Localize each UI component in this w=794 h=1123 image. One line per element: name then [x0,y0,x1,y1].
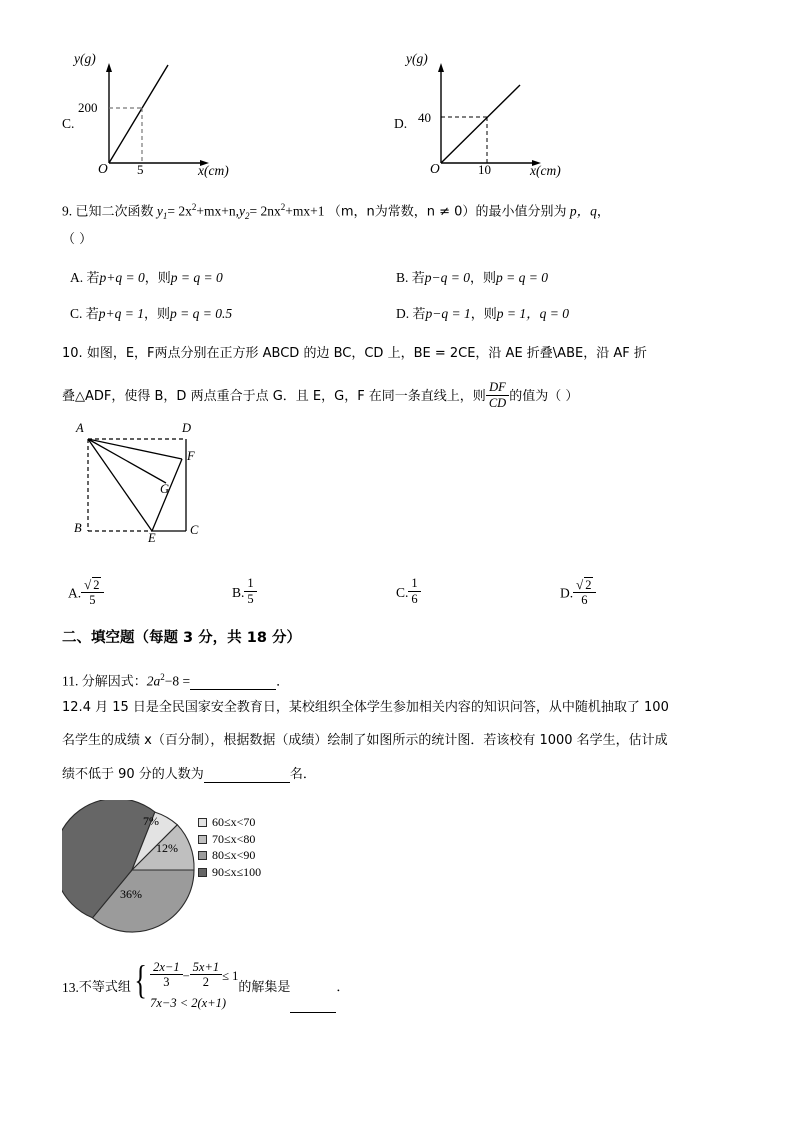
q9-option-a-letter: A. [70,270,84,285]
q10-ratio-numerator: DF [486,380,509,395]
option-d-x-tick-10: 10 [478,162,491,177]
question-9-stem [62,202,610,222]
q13-frac-2 [190,960,222,990]
q10-option-a-denominator: 5 [89,593,96,608]
q10-option-c[interactable] [396,578,421,608]
legend-swatch-60-70 [198,818,207,827]
section-2-heading: 二、填空题（每题 3 分，共 18 分） [62,630,301,646]
sqrt-icon: √ [576,577,584,593]
q10-label-A: A [76,421,84,435]
option-c-svg [76,55,236,175]
q9-trailing-comma: ， [596,204,610,220]
q13-frac-1 [150,960,182,990]
q9-option-c-letter: C. [70,306,83,321]
option-c-origin-label: O [98,161,108,176]
sqrt-icon: √ [84,577,92,593]
q10-option-d-denominator: 6 [581,593,588,608]
pie-label-80-90: 36% [120,887,142,901]
q9-option-c-expr-2: p = q = 0.5 [170,306,233,321]
q10-option-a-radicand: 2 [93,578,100,593]
q9-option-c-expr-1: p+q = 1 [98,306,145,321]
legend-label-90-100: 90≤x≤100 [212,864,262,879]
q13-system [150,962,238,1012]
q10-line-1 [62,346,647,362]
q9-option-d-expr-2: p = 1，q = 0 [496,306,569,321]
q11-expr-a: 2a [146,673,161,689]
q13-inequality-1 [150,962,238,992]
q12-line-1-text: 4 月 15 日是全民国家安全教育日，某校组织全体学生参加相关内容的知识问答，从中随机抽取了 100 [82,700,669,715]
q10-option-d[interactable] [560,578,596,609]
question-13 [62,957,350,1013]
option-c-x-axis-label: x(cm) [198,163,229,178]
q10-option-c-numerator: 1 [408,576,420,591]
legend-label-70-80: 70≤x<80 [212,831,256,846]
q10-label-C: C [190,523,199,537]
q9-pq-symbols: p，q [569,203,597,219]
q10-option-b-letter: B. [232,584,245,600]
q13-period: ． [336,980,350,996]
pie-chart-legend [198,816,261,882]
q9-y1-body: = 2x [167,203,192,219]
q10-ratio-fraction [486,380,509,410]
q9-y2-power: 2 [280,202,286,212]
q10-option-c-denominator: 6 [411,591,418,606]
q10-option-a-numerator [81,576,103,593]
q12-number: 12. [62,700,83,715]
q12-line-1 [62,700,669,716]
q10-label-F: F [187,449,195,463]
option-c-x-tick-5: 5 [137,162,144,177]
q9-option-b-cn-2: ，则 [470,271,497,286]
q9-y2-subscript: 2 [245,211,250,222]
q11-period: ． [276,674,290,690]
option-c-y-axis-label: y(g) [74,51,96,66]
q9-option-a[interactable] [70,270,223,287]
option-d-letter[interactable]: D. [394,116,408,131]
q13-number: 13. [62,979,79,995]
q13-minus-operator: − [182,968,190,983]
q9-y1-subscript: 1 [162,211,168,222]
q12-line-3-text-a: 绩不低于 90 分的人数为 [62,767,204,782]
q10-option-b-denominator: 5 [247,591,254,606]
q9-option-a-expr-1: p+q = 0 [99,270,145,285]
q9-y2-body: = 2nx [249,203,281,219]
option-d-y-tick-40: 40 [418,110,431,125]
q10-label-G: G [160,482,170,496]
statistics-pie-chart [62,800,202,940]
option-c-letter[interactable]: C. [62,116,75,131]
q9-number: 9. [62,203,73,219]
question-11 [62,672,289,690]
option-d-svg [408,55,568,175]
q10-line-2 [62,382,578,412]
q9-option-b-cn-1: 若 [411,271,425,286]
legend-item-90-100 [198,866,261,879]
q10-option-c-letter: C. [396,584,409,600]
q9-option-a-expr-2: p = q = 0 [170,270,223,285]
pie-label-70-80: 12% [156,841,178,855]
q13-frac-1-numerator: 2x−1 [150,960,182,975]
q10-line-1-text: 如图，E，F两点分别在正方形 ABCD 的边 BC，CD 上，BE = 2CE，沿 AE 折叠\ABE，沿 AF 折 [86,346,647,361]
q9-y1-symbol: y [156,203,163,219]
q11-expr-b: −8 = [164,673,191,689]
q11-expr-power: 2 [160,672,165,682]
q9-option-d[interactable] [396,306,569,323]
q9-option-d-cn-1: 若 [412,307,426,322]
q9-y1-tail: +mx+n, [196,203,239,219]
q10-label-D: D [182,421,192,435]
legend-label-60-70: 60≤x<70 [212,815,256,829]
q10-number: 10. [62,346,83,361]
q10-label-B: B [74,521,82,535]
q9-option-c-cn-1: 若 [85,307,99,322]
q9-option-b-expr-2: p = q = 0 [496,270,549,285]
q10-option-b[interactable] [232,578,257,608]
q13-frac-2-denominator: 2 [202,975,209,990]
q9-option-a-cn-2: ，则 [144,271,171,286]
q11-label: 分解因式： [81,674,147,690]
option-d-graph [406,51,568,178]
q10-option-a-letter: A. [68,585,82,601]
option-d-origin-label: O [430,161,440,176]
q13-answer-blank[interactable] [290,999,336,1013]
q9-stem-text-2: 的最小值分别为 [475,204,567,220]
pie-label-60-70: 7% [143,814,159,828]
q10-ratio-denominator: CD [488,395,507,410]
q9-option-c-cn-2: ，则 [144,307,171,322]
q10-option-d-numerator [573,576,595,593]
q12-line-2: 名学生的成绩 x（百分制），根据数据（成绩）绘制了如图所示的统计图．若该校有 1000 名学生，估计成 [62,733,668,748]
legend-swatch-90-100 [198,868,207,877]
option-c-y-tick-200: 200 [78,100,98,115]
q10-option-a-fraction [81,576,103,607]
q9-option-d-expr-1: p−q = 1 [425,306,471,321]
system-brace-icon: { [134,957,147,1002]
q13-inequality-1-tail: ≤ 1 [222,968,239,983]
q9-option-b[interactable] [396,270,548,287]
q9-stem-text-1: 已知二次函数 [75,204,154,220]
q10-option-d-radicand: 2 [585,578,592,593]
q9-answer-paren[interactable]: （ ） [62,232,93,247]
q9-option-b-expr-1: p−q = 0 [424,270,471,285]
q10-line-2-text-a: 叠△ADF，使得 B，D 两点重合于点 G．且 E，G，F 在同一条直线上，则 [62,388,486,404]
q9-option-b-letter: B. [396,270,409,285]
q11-number: 11. [62,673,79,689]
q12-line-3-text-b: 名． [289,767,316,782]
q10-option-d-fraction [573,576,595,607]
legend-swatch-80-90 [198,851,207,860]
option-d-x-axis-label: x(cm) [530,163,561,178]
q10-geometry-figure [66,421,216,550]
q9-option-a-cn-1: 若 [86,271,100,286]
q10-option-d-letter: D. [560,585,574,601]
q9-option-d-letter: D. [396,306,410,321]
q9-option-d-cn-2: ，则 [470,307,497,322]
q9-y2-symbol: y [239,203,245,219]
legend-item-60-70 [198,816,261,829]
legend-swatch-70-80 [198,835,207,844]
q10-option-b-fraction [244,576,256,606]
q13-frac-2-numerator: 5x+1 [190,960,222,975]
q10-option-a[interactable] [68,578,104,609]
q11-answer-blank[interactable] [190,676,276,690]
legend-label-80-90: 80≤x<90 [212,848,256,862]
q9-parenthetical: （m，n为常数，n ≠ 0） [327,204,476,220]
pie-chart-svg [62,800,202,940]
q10-option-c-fraction [408,576,420,606]
q13-frac-1-denominator: 3 [163,975,170,990]
q13-inequality-2: 7x−3 < 2(x+1) [150,995,227,1010]
option-c-graph [74,51,236,178]
q13-label: 不等式组 [78,980,131,996]
q9-y2-tail: +mx+1 [285,203,325,219]
q9-option-c[interactable] [70,306,232,323]
q10-label-E: E [148,531,156,545]
q10-line-2-text-b: 的值为（ ） [509,388,579,404]
legend-item-70-80 [198,833,261,846]
q10-option-b-numerator: 1 [244,576,256,591]
q13-tail-a: 的解集是 [238,980,291,996]
option-d-y-axis-label: y(g) [406,51,428,66]
q12-line-3 [62,766,316,783]
q12-answer-blank[interactable] [204,769,290,783]
legend-item-80-90 [198,849,261,862]
q9-y1-power: 2 [191,202,197,212]
